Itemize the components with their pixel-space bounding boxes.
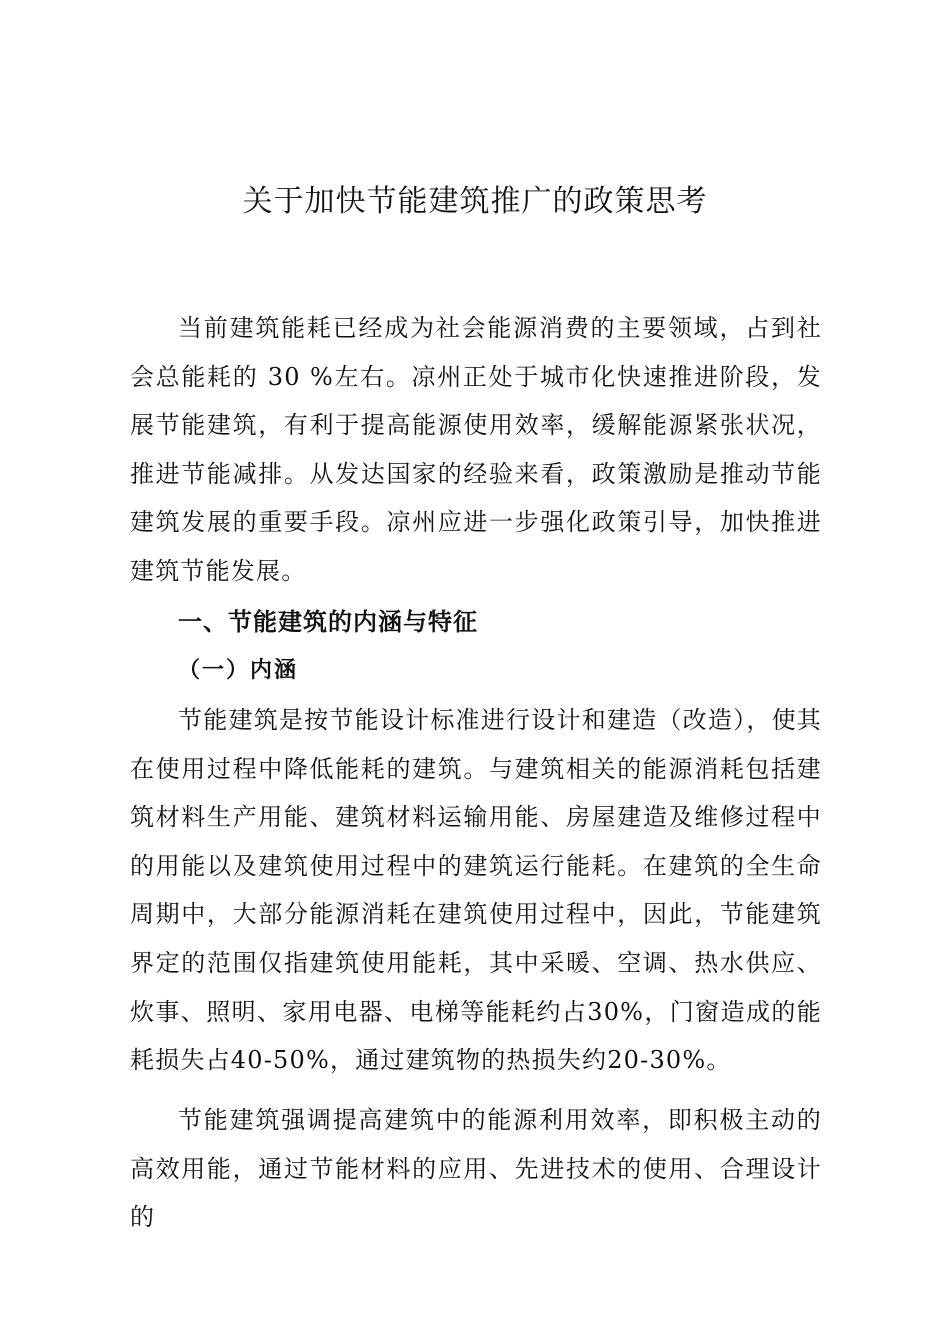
emphasis-paragraph: 节能建筑强调提高建筑中的能源利用效率，即积极主动的高效用能，通过节能材料的应用、先进技术的使用、合理设计的	[130, 1106, 822, 1232]
subsection-heading: （一）内涵	[178, 657, 299, 683]
section-heading: 一、节能建筑的内涵与特征	[178, 608, 478, 636]
definition-paragraph: 节能建筑是按节能设计标准进行设计和建造（改造），使其在使用过程中降低能耗的建筑。与建筑相关的能源消耗包括建筑材料生产用能、建筑材料运输用能、房屋建造及维修过程中的用能以及建筑使用过程中的建筑运行能耗。在建筑的全生命周期中，大部分能源消耗在建筑使用过程中，因此，节能建筑界定的范围仅指建筑使用能耗，其中采暖、空调、热水供应、炊事、照明、家用电器、电梯等能耗约占30%，门窗造成的能耗损失占40-50%，通过建筑物的热损失约20-30%。	[130, 706, 822, 1075]
intro-paragraph: 当前建筑能耗已经成为社会能源消费的主要领域，占到社会总能耗的 30 %左右。凉州正处于城市化快速推进阶段，发展节能建筑，有利于提高能源使用效率，缓解能源紧张状况，推进节能减排。从发达国家的经验来看，政策激励是推动节能建筑发展的重要手段。凉州应进一步强化政策引导，加快推进建筑节能发展。	[130, 314, 822, 585]
document-title: 关于加快节能建筑推广的政策思考	[242, 184, 708, 219]
